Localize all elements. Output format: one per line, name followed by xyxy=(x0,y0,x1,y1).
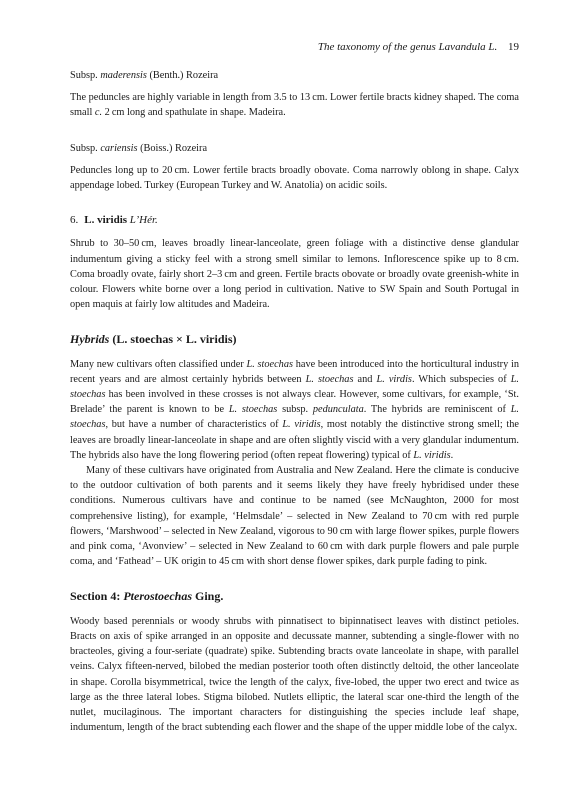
text-run: . The hybrids are reminiscent of xyxy=(363,404,511,416)
taxon-name: L. viridis xyxy=(282,419,321,431)
hybrids-paragraph-1 xyxy=(70,357,519,463)
subsp-cariensis-heading: Subsp. cariensis (Boiss.) Rozeira xyxy=(70,142,208,154)
taxon-name: pedunculata xyxy=(312,404,364,416)
taxon-name: L. stoechas xyxy=(305,373,354,385)
text-run: , but have a number of characteristics of xyxy=(105,419,283,431)
section-4-description: Woody based perennials or woody shrubs with pinnatisect to bipinnatisect leaves with distinct petioles. Bracts on axis of spike arranged in an opposite and decussate manner, subtending a single-flower with no bracteoles, giving a four-seriate (quadrate) spike. Subtending bracts ovate lanceolate in shape, with parallel veins. Calyx fifteen-nerved, bilobed the median posterior tooth often distinctly deltoid, the other lanceolate in shape. Corolla bisymmetrical, twice the length of the calyx, five-lobed, the upper two erect and twice as large as the three lateral lobes. Stigma bilobed. Nutlets elliptic, the lateral scar one-third the length of the nutlet, mucilaginous. The important characters for distinguishing the species include leaf shape, indumentum, length of the bract subtending each flower and the shape of the upper middle lobe of the calyx. xyxy=(70,615,519,734)
running-header xyxy=(318,41,519,53)
text-run: and xyxy=(353,373,377,385)
running-title: The taxonomy of the genus xyxy=(317,41,436,53)
subsp-cariensis-description: Peduncles long up to 20 cm. Lower fertile bracts broadly obovate. Coma narrowly oblong in shape. Calyx appendage lobed. Turkey (European Turkey and W. Anatolia) on acidic soils. xyxy=(70,164,519,192)
text-run: has been involved in these crosses is not always clear. However, some cultivars, for example, ‘St. Brelade’ the parent is known to be xyxy=(70,389,519,416)
species-viridis-description: Shrub to 30–50 cm, leaves broadly linear-lanceolate, green foliage with a distinctive dense glandular indumentum giving a sticky feel with a strong smell similar to lemons. Inflorescence spike up to 8 cm. Coma broadly ovate, fairly short 2–3 cm and green. Fertile bracts obovate or broadly ovate greenish-white in colour. Flowers white borne over a long period in cultivation. Native to SW Spain and South Portugal in open maquis at fairly low altitudes and Madeira. xyxy=(70,238,519,311)
subsp-maderensis-heading: Subsp. maderensis (Benth.) Rozeira xyxy=(70,70,219,81)
taxon-name: L. stoechas xyxy=(246,358,293,370)
taxon-name: L. stoechas xyxy=(70,373,520,401)
text-run: have been introduced into the horticultural industry in recent years and are almost certainly hybrids between xyxy=(70,358,519,385)
hybrids-paragraph-2: Many of these cultivars have originated from Australia and New Zealand. Here the climate is conducive to the outdoor cultivation of both parents and it seems likely they have freely hybridised under these conditions. Numerous cultivars have and continue to be named (see McNaughton, 2000 for most comprehensive listing), for example, ‘Helmsdale’ – selected in New Zealand to 70 cm with red purple flowers, ‘Marshwood’ – selected in New Zealand, vigorous to 90 cm with large flower spikes, purple flowers and pink coma, ‘Avonview’ – selected in New Zealand to 60 cm with dark purple flowers and pale purple coma, and ‘Fathead’ – UK origin to 45 cm with short dense flower spikes, dark purple fading to pink. xyxy=(70,465,519,568)
running-genus: Lavandula L. xyxy=(438,41,498,53)
subsp-maderensis-description: The peduncles are highly variable in length from 3.5 to 13 cm. Lower fertile bracts kidney shaped. The coma small c. 2 cm long and spathulate in shape. Madeira. xyxy=(70,92,519,119)
page-body xyxy=(70,68,519,735)
text-run: , most notably the distinctive strong smell; the leaves are broadly linear-lanceolate in shape and are often slightly viscid with a very glandular indumentum. The hybrids also have the long flowering period (often repeat flowering) typical of xyxy=(70,419,519,461)
species-viridis-heading: 6. L. viridis L’Hér. xyxy=(70,214,158,227)
taxon-name: L. stoechas xyxy=(228,404,278,416)
hybrids-heading: Hybrids (L. stoechas × L. viridis) xyxy=(70,332,237,347)
taxon-name: L. viridis xyxy=(413,449,451,461)
text-run: Many new cultivars often classified under xyxy=(70,358,247,370)
text-run: . xyxy=(450,449,454,461)
text-run: . Which subspecies of xyxy=(411,373,511,385)
text-run: subsp. xyxy=(277,404,313,416)
section-4-heading: Section 4: Pterostoechas Ging. xyxy=(70,589,224,604)
taxon-name: L. stoechas xyxy=(70,404,520,431)
taxon-name: L. virdis xyxy=(376,373,412,385)
page-number: 19 xyxy=(508,41,519,53)
